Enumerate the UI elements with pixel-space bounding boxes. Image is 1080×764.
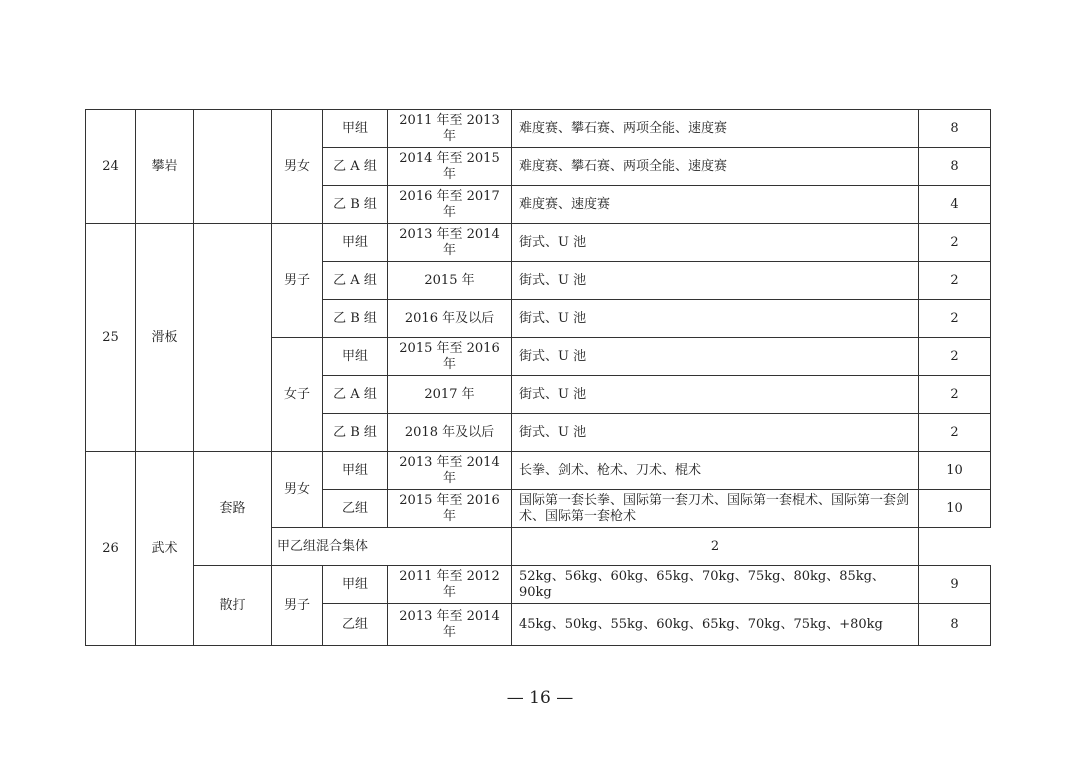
item-count: 8 [919, 110, 991, 148]
event-items: 国际第一套长拳、国际第一套刀术、国际第一套棍术、国际第一套剑术、国际第一套枪术 [512, 490, 919, 528]
gender: 男女 [272, 110, 323, 224]
age-group: 乙 A 组 [323, 262, 388, 300]
item-count: 2 [919, 376, 991, 414]
birth-years: 2017 年 [388, 376, 512, 414]
birth-years: 2014 年至 2015 年 [388, 148, 512, 186]
event-items: 街式、U 池 [512, 300, 919, 338]
item-count: 9 [919, 566, 991, 604]
event-items: 难度赛、攀石赛、两项全能、速度赛 [512, 110, 919, 148]
birth-years: 2015 年至 2016 年 [388, 490, 512, 528]
item-count: 4 [919, 186, 991, 224]
age-group: 乙 A 组 [323, 376, 388, 414]
page-number: — 16 — [506, 688, 574, 708]
birth-years: 2018 年及以后 [388, 414, 512, 452]
event-items: 街式、U 池 [512, 376, 919, 414]
age-group: 乙 B 组 [323, 186, 388, 224]
birth-years: 2013 年至 2014 年 [388, 224, 512, 262]
gender: 女子 [272, 338, 323, 452]
event-items: 难度赛、攀石赛、两项全能、速度赛 [512, 148, 919, 186]
age-group: 乙 B 组 [323, 300, 388, 338]
age-group: 乙组 [323, 490, 388, 528]
birth-years: 2016 年及以后 [388, 300, 512, 338]
item-count: 2 [919, 414, 991, 452]
event-items: 街式、U 池 [512, 224, 919, 262]
age-group: 乙 A 组 [323, 148, 388, 186]
item-count: 2 [919, 300, 991, 338]
birth-years: 2011 年至 2013 年 [388, 110, 512, 148]
age-group: 甲组 [323, 224, 388, 262]
item-count: 2 [919, 338, 991, 376]
event-items: 52kg、56kg、60kg、65kg、70kg、75kg、80kg、85kg、90kg [512, 566, 919, 604]
age-group: 甲组 [323, 110, 388, 148]
events-table [85, 109, 991, 646]
age-group: 甲组 [323, 566, 388, 604]
event-number: 24 [86, 110, 136, 224]
birth-years: 2011 年至 2012 年 [388, 566, 512, 604]
item-count: 10 [919, 452, 991, 490]
item-count: 8 [919, 604, 991, 646]
sub-event: 散打 [194, 566, 272, 646]
event-items: 街式、U 池 [512, 262, 919, 300]
event-items: 长拳、剑术、枪术、刀术、棍术 [512, 452, 919, 490]
age-group: 乙 B 组 [323, 414, 388, 452]
table-row [86, 224, 991, 262]
event-items: 45kg、50kg、55kg、60kg、65kg、70kg、75kg、+80kg [512, 604, 919, 646]
item-count: 2 [512, 528, 919, 566]
gender: 男子 [272, 224, 323, 338]
item-count: 8 [919, 148, 991, 186]
sport-name: 攀岩 [136, 110, 194, 224]
event-items: 难度赛、速度赛 [512, 186, 919, 224]
item-count: 2 [919, 262, 991, 300]
age-group: 乙组 [323, 604, 388, 646]
table-row [86, 452, 991, 490]
age-group: 甲组 [323, 338, 388, 376]
birth-years: 2016 年至 2017 年 [388, 186, 512, 224]
age-group: 甲组 [323, 452, 388, 490]
table-row [86, 566, 991, 604]
gender: 男女 [272, 452, 323, 528]
sub-event: 套路 [194, 452, 272, 566]
item-count: 2 [919, 224, 991, 262]
item-count: 10 [919, 490, 991, 528]
sub-event [194, 224, 272, 452]
table-row [86, 110, 991, 148]
birth-years: 2015 年 [388, 262, 512, 300]
mixed-group-event: 甲乙组混合集体 [272, 528, 512, 566]
event-number: 25 [86, 224, 136, 452]
birth-years: 2013 年至 2014 年 [388, 452, 512, 490]
sub-event [194, 110, 272, 224]
gender: 男子 [272, 566, 323, 646]
event-items: 街式、U 池 [512, 414, 919, 452]
sport-name: 武术 [136, 452, 194, 646]
sport-name: 滑板 [136, 224, 194, 452]
event-items: 街式、U 池 [512, 338, 919, 376]
birth-years: 2013 年至 2014 年 [388, 604, 512, 646]
event-number: 26 [86, 452, 136, 646]
birth-years: 2015 年至 2016 年 [388, 338, 512, 376]
